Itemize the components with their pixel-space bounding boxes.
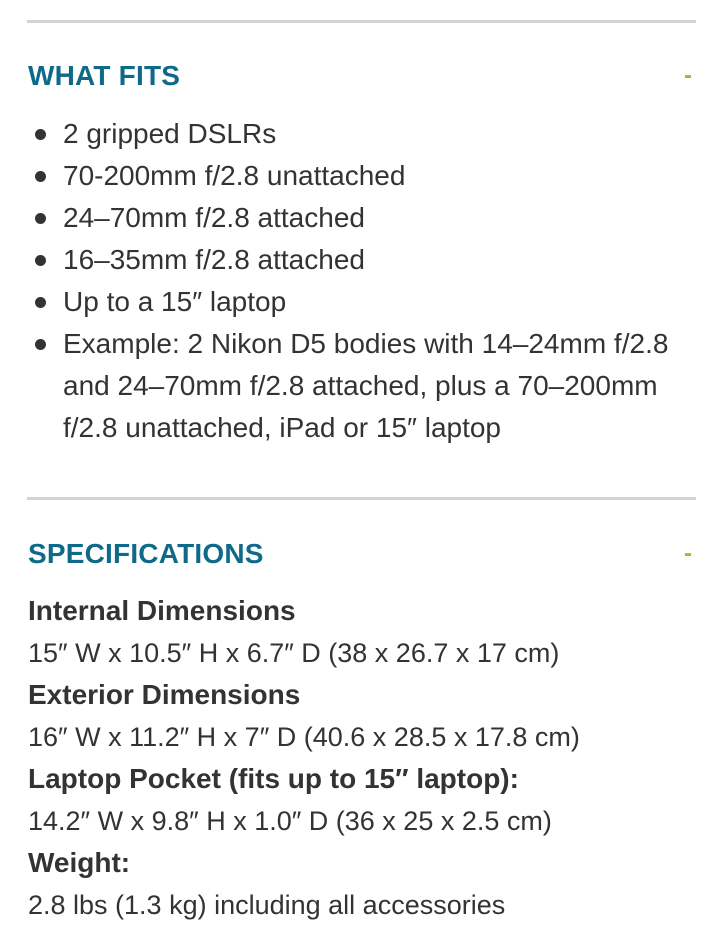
spec-label-laptop-pocket: Laptop Pocket (fits up to 15″ laptop): [28,763,519,794]
list-item: 24–70mm f/2.8 attached [28,197,696,239]
list-item: 2 gripped DSLRs [28,113,696,155]
list-item: 16–35mm f/2.8 attached [28,239,696,281]
spec-label-weight: Weight: [28,847,131,878]
spec-value-internal-dimensions: 15″ W x 10.5″ H x 6.7″ D (38 x 26.7 x 17 cm) [28,638,560,668]
specifications-collapse-toggle[interactable]: - [684,540,692,567]
specifications-header[interactable] [28,534,696,574]
what-fits-title: WHAT FITS [28,60,181,91]
specifications-list [28,590,696,926]
list-item: 70-200mm f/2.8 unattached [28,155,696,197]
spec-value-exterior-dimensions: 16″ W x 11.2″ H x 7″ D (40.6 x 28.5 x 17.8 cm) [28,722,580,752]
list-item: Up to a 15″ laptop [28,281,696,323]
section-divider [27,497,696,500]
spec-label-exterior-dimensions: Exterior Dimensions [28,679,301,710]
what-fits-list [28,113,696,449]
specifications-title: SPECIFICATIONS [28,538,264,569]
spec-value-laptop-pocket: 14.2″ W x 9.8″ H x 1.0″ D (36 x 25 x 2.5 cm) [28,806,552,836]
spec-label-internal-dimensions: Internal Dimensions [28,595,296,626]
what-fits-collapse-toggle[interactable]: - [684,62,692,89]
what-fits-header[interactable] [28,56,696,96]
list-item: Example: 2 Nikon D5 bodies with 14–24mm f/2.8 and 24–70mm f/2.8 attached, plus a 70–200mm f/2.8 unattached, iPad or 15″ laptop [28,323,696,449]
top-divider [27,20,696,23]
spec-value-weight: 2.8 lbs (1.3 kg) including all accessories [28,890,506,920]
